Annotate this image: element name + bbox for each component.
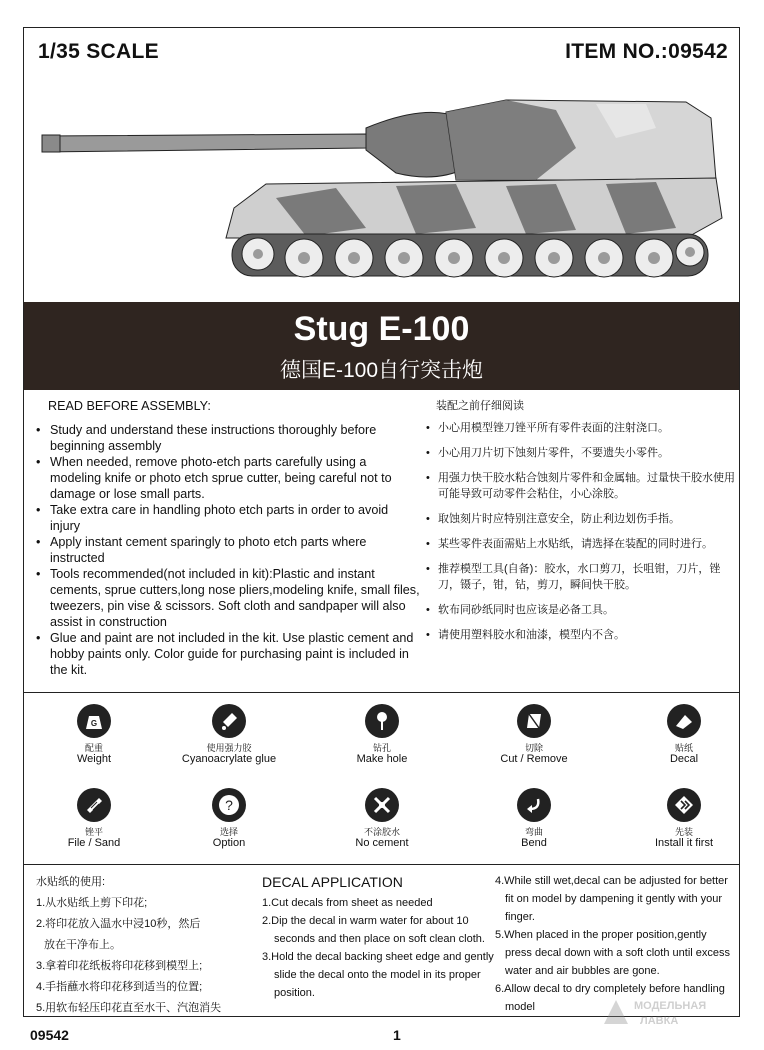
decal-step: 2.Dip the decal in warm water for about 10 seconds and then place on soft clean cloth. (262, 915, 485, 945)
decal-cn-heading: 水贴纸的使用: (36, 876, 106, 888)
read-item-cn: • 小心用刀片切下蚀刻片零件，不要遗失小零件。 (422, 445, 742, 461)
read-item-cn: • 请使用塑料胶水和油漆，模型内不含。 (422, 627, 742, 643)
read-item: • Take extra care in handling photo etch parts in order to avoid injury (30, 502, 420, 534)
legend-glue: 使用强力胶 Cyanoacrylate glue (159, 704, 299, 766)
no-cement-icon (365, 788, 399, 822)
legend-bend: 弯曲 Bend (464, 788, 604, 850)
title-band (24, 302, 739, 390)
glue-drop-icon (212, 704, 246, 738)
decal-heading: DECAL APPLICATION (262, 874, 403, 890)
read-before-heading-cn: 装配之前仔细阅读 (436, 400, 524, 412)
legend-install-first: 先装 Install it first (614, 788, 754, 850)
decal-cn-step: 放在干净布上。 (44, 939, 121, 951)
read-item: • Tools recommended(not included in kit):Plastic and instant cements, sprue cutters,long nose pliers,modeling knife, small files, tweezers, pin vise & scissors. Soft cloth and sandpaper will also assist in construction (30, 566, 420, 630)
decal-cn-step: 1.从水贴纸上剪下印花; (36, 897, 148, 909)
svg-text:МОДЕЛЬНАЯ: МОДЕЛЬНАЯ (634, 1000, 707, 1012)
decal-step: 6.Allow decal to dry completely before handling model (495, 983, 725, 1013)
cut-icon (517, 704, 551, 738)
read-item: • Apply instant cement sparingly to photo etch parts where instructed (30, 534, 420, 566)
decal-icon (667, 704, 701, 738)
read-before-chinese (422, 398, 742, 652)
install-first-icon (667, 788, 701, 822)
page-number: 1 (393, 1027, 401, 1043)
decal-cn-step: 3.拿着印花纸板将印花移到模型上; (36, 960, 203, 972)
decal-step: 5.When placed in the proper position,gently press decal down with a soft cloth until excess water and air bubbles are gone. (495, 929, 731, 977)
symbol-legend (24, 700, 740, 862)
svg-text:ЛАВКА: ЛАВКА (640, 1015, 679, 1027)
model-title: Stug E-100 (293, 310, 470, 348)
decal-instructions-chinese (36, 872, 251, 1019)
read-item-cn: • 推荐模型工具(自备)：胶水，水口剪刀，长咀钳，刀片，锉刀，镊子，钳，钻，剪刀，瞬间快干胶。 (422, 561, 742, 593)
decal-cn-step: 5.用软布轻压印花直至水干、汽泡消失 (36, 1002, 222, 1014)
decal-step: 3.Hold the decal backing sheet edge and gently slide the decal onto the model in its proper position. (262, 951, 494, 999)
decal-instructions-english (250, 872, 495, 1002)
model-title-chinese: 德国E-100自行突击炮 (279, 359, 484, 382)
scale-label: 1/35 SCALE (38, 40, 159, 63)
read-item-cn: • 用强力快干胶水粘合蚀刻片零件和金属轴。过量快干胶水使用可能导致可动零件会粘住，小心涂胶。 (422, 470, 742, 502)
divider-bottom (24, 864, 740, 865)
decal-step: 4.While still wet,decal can be adjusted for better fit on model by dampening it gently with your finger. (495, 875, 728, 923)
item-number: ITEM NO.:09542 (565, 40, 728, 63)
legend-decal: 贴纸 Decal (614, 704, 754, 766)
watermark-logo (600, 994, 750, 1030)
read-item: • Glue and paint are not included in the kit. Use plastic cement and hobby paints only. Color guide for purchasing paint is included in the kit. (30, 630, 420, 678)
read-item-cn: • 软布同砂纸同时也应该是必备工具。 (422, 602, 742, 618)
read-item-cn: • 取蚀刻片时应特别注意安全，防止利边划伤手指。 (422, 511, 742, 527)
decal-cn-step: 4.手指蘸水将印花移到适当的位置; (36, 981, 203, 993)
gun-barrel (42, 134, 366, 152)
svg-text:?: ? (225, 797, 233, 813)
legend-weight: G 配重 Weight (24, 704, 164, 766)
legend-file: 锉平 File / Sand (24, 788, 164, 850)
bend-icon (517, 788, 551, 822)
read-item: • Study and understand these instructions thoroughly before beginning assembly (30, 422, 420, 454)
legend-drill: 钻孔 Make hole (312, 704, 452, 766)
read-before-english (30, 398, 420, 678)
question-icon (212, 788, 246, 822)
decal-cn-step: 2.将印花放入温水中浸10秒，然后 (36, 918, 201, 930)
divider-top (24, 692, 740, 693)
legend-option: ? 选择 Option (159, 788, 299, 850)
weight-icon (77, 704, 111, 738)
read-before-heading: READ BEFORE ASSEMBLY: (48, 399, 211, 413)
drill-icon (365, 704, 399, 738)
read-item-cn: • 小心用模型锉刀锉平所有零件表面的注射浇口。 (422, 420, 742, 436)
decal-step: 1.Cut decals from sheet as needed (262, 897, 433, 909)
legend-no-cement: 不涂胶水 No cement (312, 788, 452, 850)
tank-illustration (36, 88, 726, 288)
legend-cut: 切除 Cut / Remove (464, 704, 604, 766)
footer-item-number: 09542 (30, 1027, 69, 1043)
svg-text:G: G (90, 719, 98, 728)
read-item-cn: • 某些零件表面需贴上水贴纸，请选择在装配的同时进行。 (422, 536, 742, 552)
read-item: • When needed, remove photo-etch parts carefully using a modeling knife or photo etch sprue cutter, being careful not to damage or lose small parts. (30, 454, 420, 502)
file-icon (77, 788, 111, 822)
